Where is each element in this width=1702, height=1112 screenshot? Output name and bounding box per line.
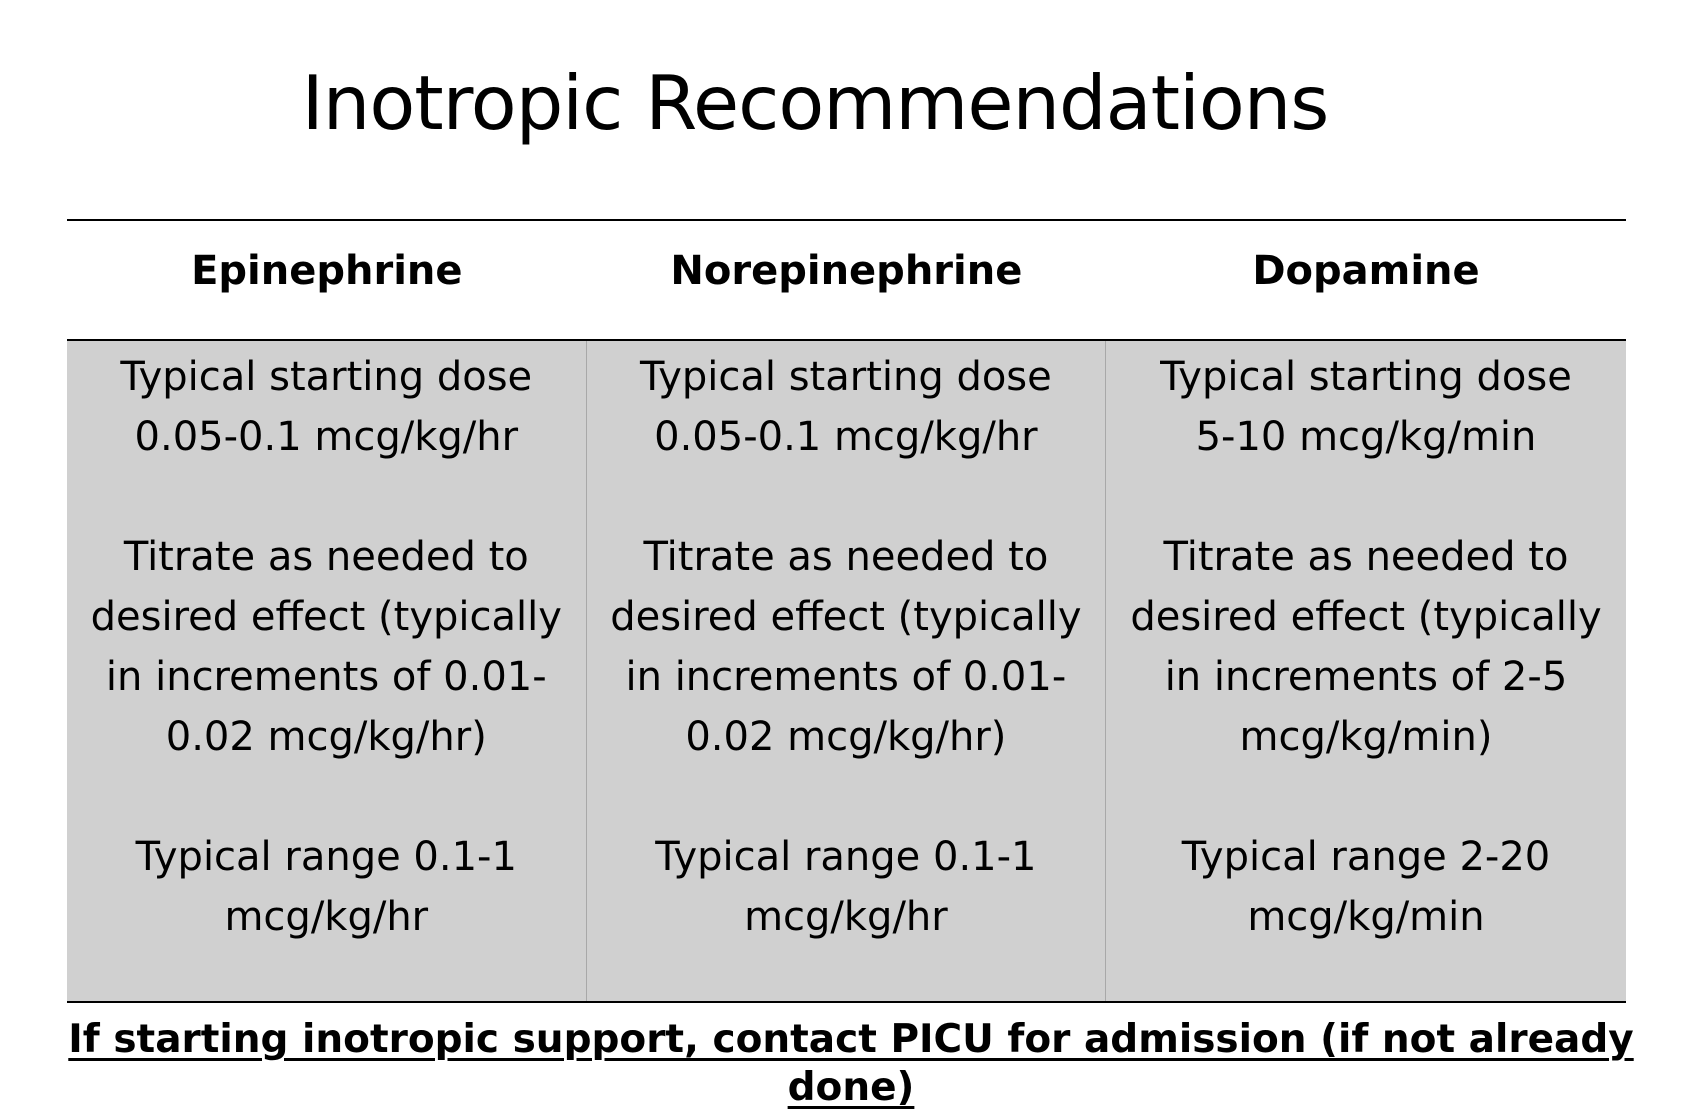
table-header-row [67,221,1626,339]
starting-dose-value: 5-10 mcg/kg/min [1195,414,1537,460]
starting-dose-label: Typical starting dose [1160,354,1572,400]
titration-text: Titrate as needed to desired effect (typically in increments of 2-5 mcg/kg/min) [1130,534,1602,760]
column-header-dopamine: Dopamine [1252,248,1480,294]
starting-dose-value: 0.05-0.1 mcg/kg/hr [654,414,1038,460]
table-bottom-rule [67,1001,1626,1003]
typical-range-text: Typical range 0.1-1 mcg/kg/hr [135,834,517,940]
table-cell-norepinephrine [587,341,1107,1001]
page-title: Inotropic Recommendations [301,59,1329,147]
table-body-row [67,341,1626,1001]
column-header-norepinephrine: Norepinephrine [670,248,1023,294]
starting-dose-label: Typical starting dose [120,354,533,400]
picu-admission-note: If starting inotropic support, contact PICU for admission (if not already done) [68,1017,1634,1110]
table-cell-dopamine [1106,341,1626,1001]
typical-range-text: Typical range 0.1-1 mcg/kg/hr [655,834,1037,940]
inotrope-table [67,219,1626,1003]
starting-dose-label: Typical starting dose [640,354,1052,400]
titration-text: Titrate as needed to desired effect (typically in increments of 0.01-0.02 mcg/kg/hr) [610,534,1082,760]
table-cell-epinephrine [67,341,587,1001]
column-header-epinephrine: Epinephrine [191,248,463,294]
titration-text: Titrate as needed to desired effect (typically in increments of 0.01-0.02 mcg/kg/hr) [90,534,562,760]
starting-dose-value: 0.05-0.1 mcg/kg/hr [134,414,519,460]
typical-range-text: Typical range 2-20 mcg/kg/min [1181,834,1551,940]
